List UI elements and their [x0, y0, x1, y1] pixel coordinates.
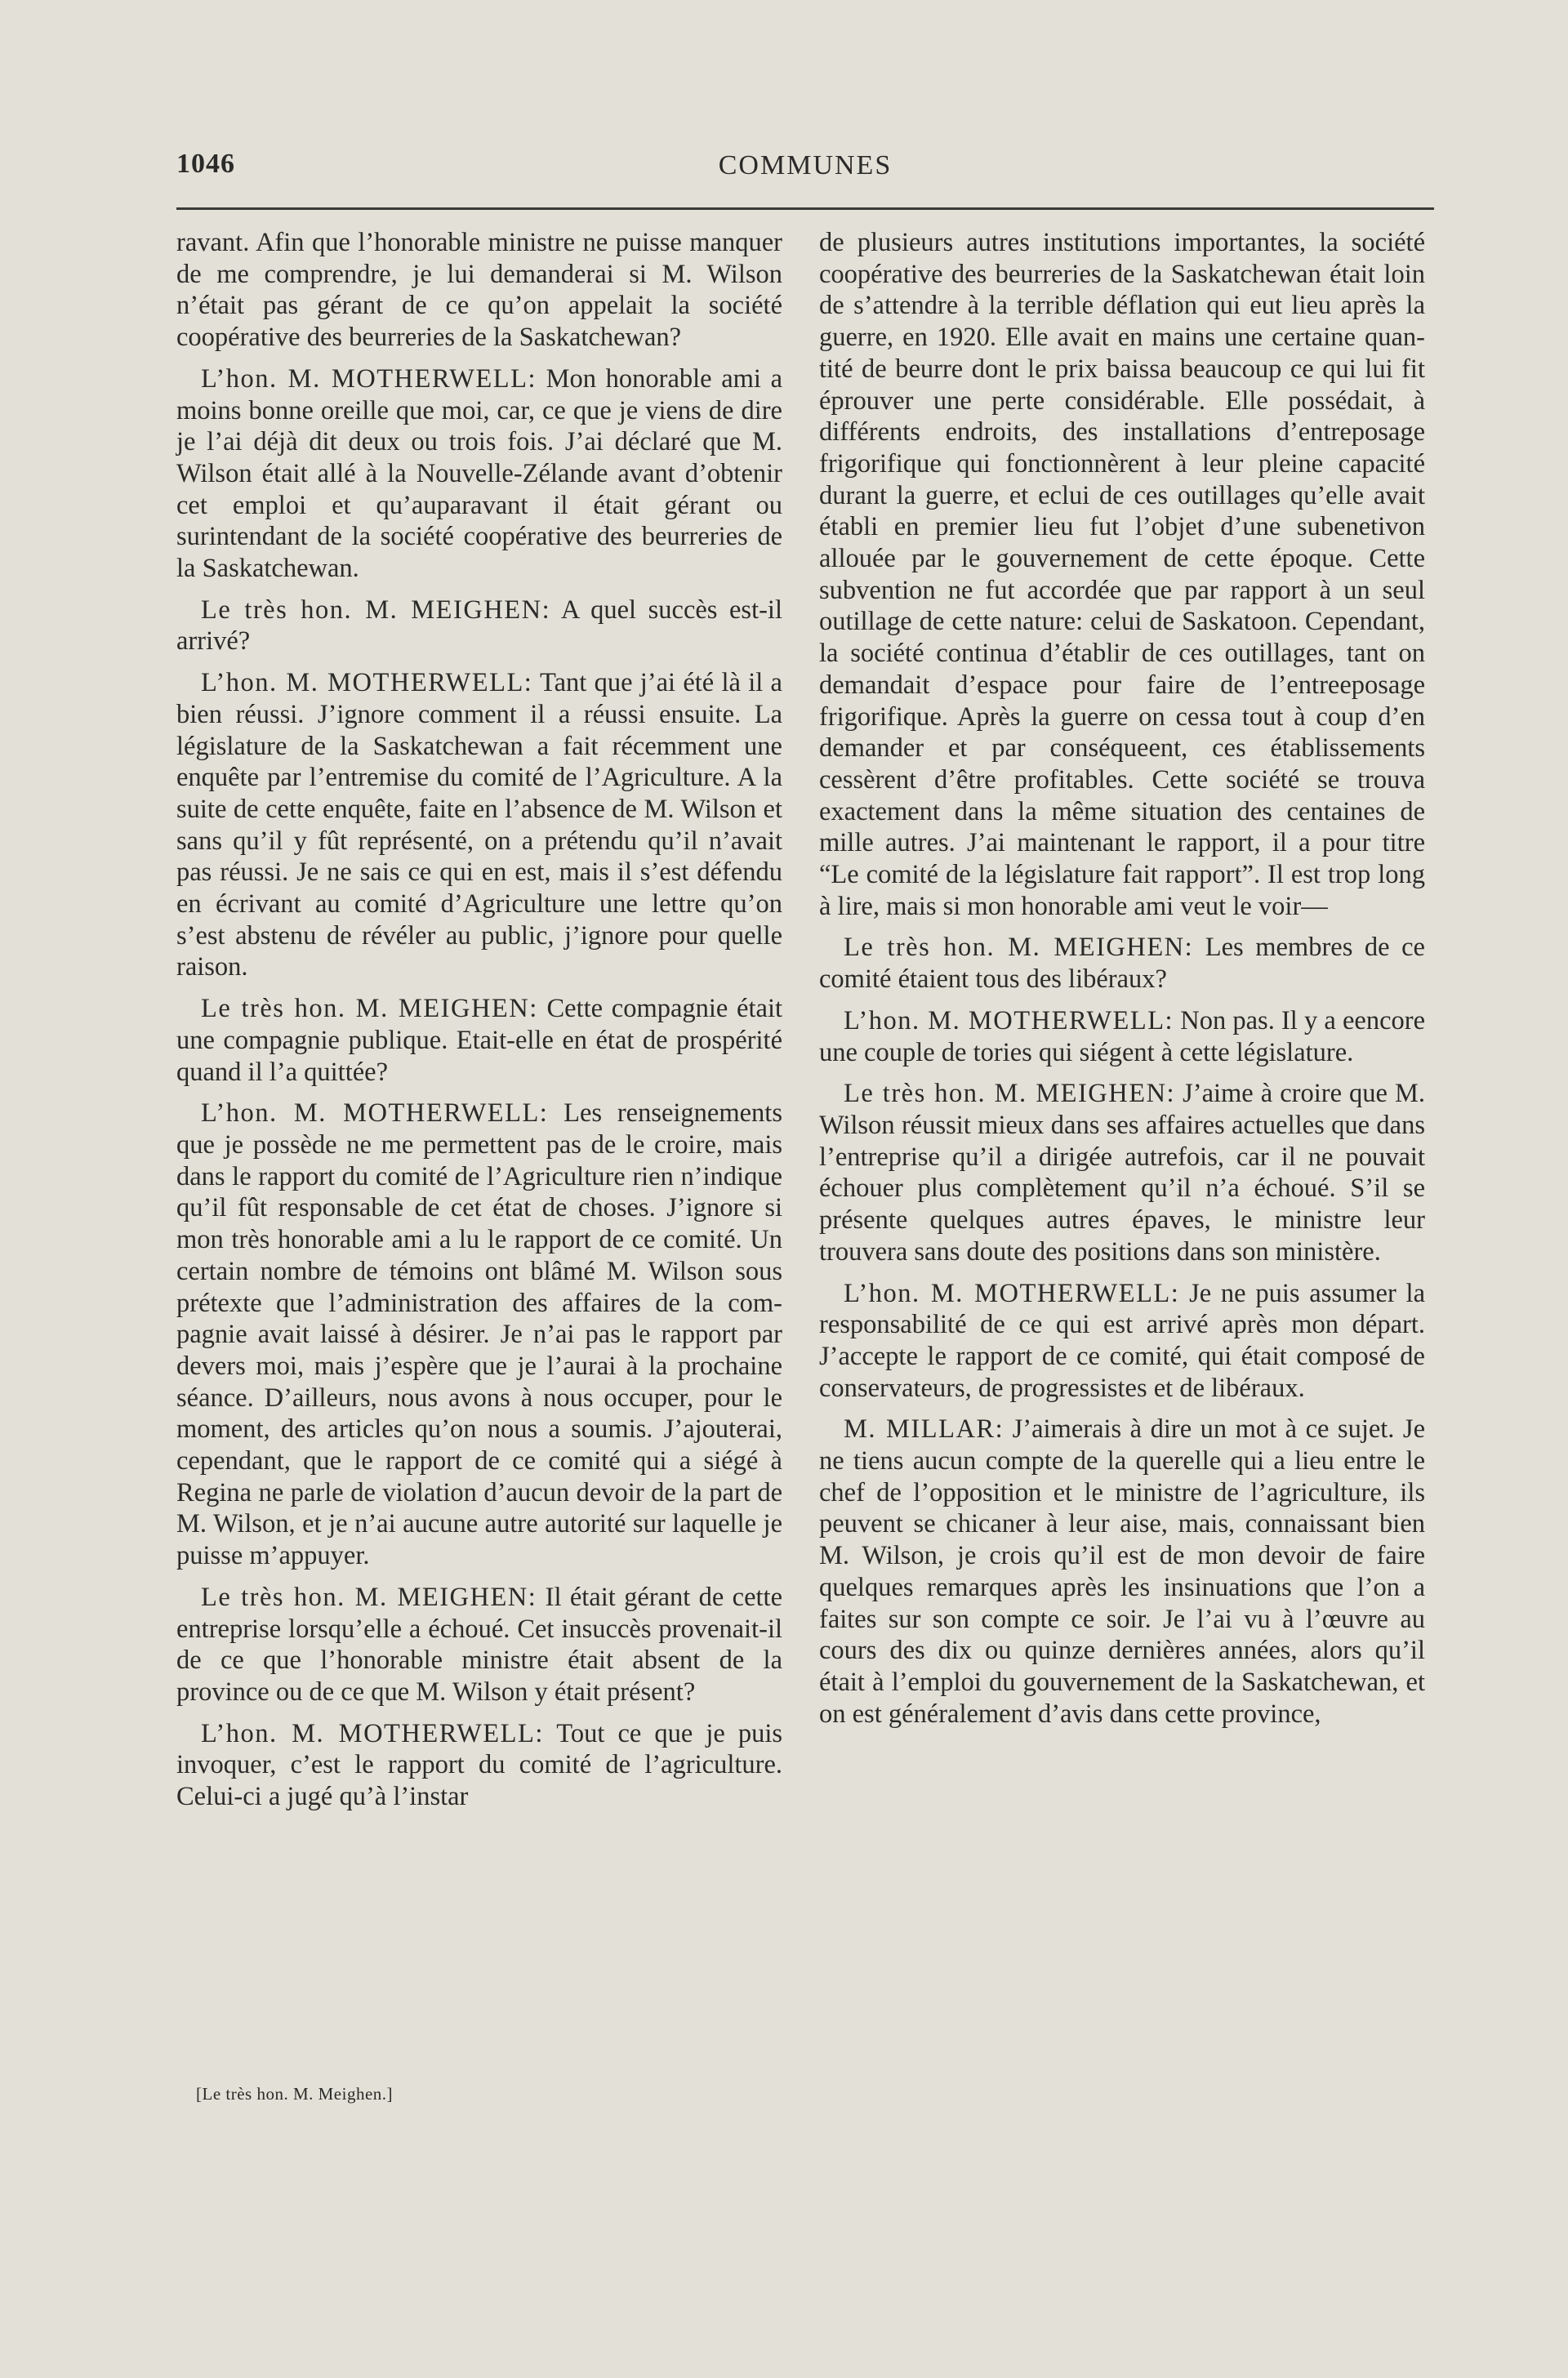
page-number: 1046 — [176, 149, 235, 179]
footnote: [Le très hon. M. Meighen.] — [196, 2084, 394, 2104]
speech-text: Cette compagnie était une compagnie publique. Etait-elle en état de prospérité quand il l’a quittée? — [176, 994, 782, 1087]
speech-text: A quel succès est-il arrivé? — [176, 594, 782, 657]
left-column — [176, 227, 782, 1823]
speech-text: Mon honorable ami a moins bonne oreille que moi, car, ce que je viens de dire je l’ai déjà dit deux ou trois fois. J’ai déclaré que M. Wilson était allé à la Nouvelle-Zélande avant d’obtenir cet emploi et qu’auparavant il était gérant ou surintendant de la société coopérative des beurreries de la Saskatchewan. — [176, 363, 782, 584]
speech-text: J’aime à croire que M. Wilson réussit mieux dans ses affaires actuelles que dans l’entreprise qu’il a dirigée autrefois, car il ne pouvait échouer plus complètement qu’il n’a échoué. S’il se présente quelques autres épaves, le ministre leur trouvera sans doute des positions dans son ministère. — [819, 1079, 1425, 1267]
speaker-name: L’hon. M. MOTHERWELL: — [201, 668, 533, 698]
paragraph — [176, 363, 782, 585]
paragraph — [819, 1005, 1425, 1068]
speech-text: Les membres de ce comité étaient tous des libéraux? — [819, 933, 1425, 995]
speech-text: Tant que j’ai été là il a bien réussi. J’ignore comment il a réussi ensuite. La législature de la Saskatchewan a fait récemment une enquête par l’entremise du comité de l’Agriculture. A la suite de cette enquête, faite en l’absence de M. Wilson et sans qu’il y fût représenté, on a prétendu qu’il n’avait pas réussi. Je ne sais ce qui en est, mais il s’est défendu en écrivant au comité d’Agriculture une lettre qu’on s’est abstenu de révéler au public, j’ignore pour quelle raison. — [176, 668, 782, 982]
speech-text: de plusieurs autres institutions importantes, la société coopérative des beurreries de la Saskatchewan était loin de s’attendre à la terrible déflation qui eut lieu après la guerre, en 1920. Elle avait en mains une certaine quantité de beurre dont le prix baissa beaucoup ce qui lui fit éprouver une perte considérable. Elle possédait, à différents endroits, des installations d’entreposage frigorifique qui fonctionnèrent à leur pleine capacité durant la guerre, et eclui de ces outillages qu’elle avait établi en premier lieu fut l’objet d’une subenetivon allouée par le gouvernement de cette époque. Cette subvention ne fut accordée que par rapport à un seul outillage de cette nature: celui de Saskatoon. Cependant, la société continua d’établir de ces outillages, tant on demandait d’espace pour faire de l’entreeposage frigorifique. Après la guerre on cessa tout à coup d’en demander et par conséqueent, ces établissements cessèrent d’être profitables. Cette société se trouva exactement dans la même situation des centaines de mille autres. J’ai maintenant le rapport, il a pour titre “Le comité de la législature fait rapport”. Il est trop long à lire, mais si mon honorable ami veut le voir— — [819, 228, 1425, 921]
paragraph — [819, 1278, 1425, 1405]
paragraph — [176, 1718, 782, 1813]
running-head: COMMUNES — [718, 150, 893, 180]
speaker-name: M. MILLAR: — [844, 1414, 1004, 1445]
page-header — [176, 149, 1434, 189]
speech-text: J’aimerais à dire un mot à ce sujet. Je ne tiens aucun compte de la querelle qui a lieu entre le chef de l’opposition et le ministre de l’agriculture, ils peuvent se chicaner à leur aise, mais, connaissant bien M. Wilson, je crois qu’il est de mon devoir de faire quelques remarques après les insinuations que l’on a faites sur son compte ce soir. Je l’ai vu à l’œuvre au cours des dix ou quinze dernières années, alors qu’il était à l’emploi du gouvernement de la Saskatchewan, et on est généralement d’avis dans cette province, — [819, 1414, 1426, 1729]
speech-text: ravant. Afin que l’honorable ministre ne puisse manquer de me comprendre, je lui demanderai si M. Wilson n’était pas gérant de ce qu’on appelait la société coopérative des beurreries de la Saskatchewan? — [176, 228, 782, 353]
speaker-name: Le très hon. M. MEIGHEN: — [201, 1582, 537, 1612]
speaker-name: L’hon. M. MOTHERWELL: — [201, 363, 537, 394]
speech-text: Non pas. Il y a eencore une couple de tories qui siégent à cette législature. — [819, 1005, 1425, 1067]
paragraph — [819, 1078, 1425, 1267]
speaker-name: Le très hon. M. MEIGHEN: — [201, 594, 551, 625]
speaker-name: Le très hon. M. MEIGHEN: — [201, 994, 538, 1024]
speaker-name: Le très hon. M. MEIGHEN: — [844, 1079, 1176, 1109]
paragraph — [176, 594, 782, 657]
paragraph — [819, 227, 1425, 922]
paragraph — [176, 227, 782, 354]
speech-text: Je ne puis assumer la responsabilité de ce qui est arrivé après mon départ. J’accepte le rapport de ce comité, qui était composé de conservateurs, de progressistes et de libéraux. — [819, 1278, 1425, 1403]
right-column — [819, 227, 1425, 1739]
paragraph — [176, 1582, 782, 1708]
speaker-name: L’hon. M. MOTHERWELL: — [844, 1005, 1174, 1035]
speech-text: Les renseignements que je possède ne me permettent pas de le croire, mais dans le rapport du comité de l’Agriculture rien n’indique qu’il fût responsable de cet état de choses. J’ignore si mon très honorable ami a lu le rapport de ce comité. Un certain nombre de témoins ont blâmé M. Wilson sous prétexte que l’administration des affaires de la compagnie avait laissé à désirer. Je n’ai pas le rapport par devers moi, mais j’espère que je l’aurai à la prochaine séance. D’ailleurs, nous avons à nous occuper, pour le moment, des articles qu’on nous a soumis. J’ajouterai, cependant, que le rapport de ce comité qui a siégé à Regina ne parle de violation d’aucun devoir de la part de M. Wilson, et je n’ai aucune autre autorité sur laquelle je puisse m’appuyer. — [176, 1098, 782, 1571]
speaker-name: L’hon. M. MOTHERWELL: — [201, 1098, 549, 1129]
paragraph — [176, 993, 782, 1088]
paragraph — [819, 1414, 1425, 1730]
speech-text: Tout ce que je puis invoquer, c’est le rapport du comité de l’agriculture. Celui-ci a jugé qu’à l’instar — [176, 1718, 782, 1812]
paragraph — [176, 1098, 782, 1572]
speaker-name: L’hon. M. MOTHERWELL: — [201, 1718, 544, 1748]
speaker-name: L’hon. M. MOTHERWELL: — [844, 1278, 1180, 1308]
header-rule — [176, 207, 1434, 210]
paragraph — [176, 667, 782, 983]
speaker-name: Le très hon. M. MEIGHEN: — [844, 933, 1194, 963]
speech-text: Il était gérant de cette entreprise lorsqu’elle a échoué. Cet insuccès provenait-il de ce que l’honorable ministre était absent de la province ou de ce que M. Wilson y était présent? — [176, 1582, 782, 1707]
paragraph — [819, 932, 1425, 995]
